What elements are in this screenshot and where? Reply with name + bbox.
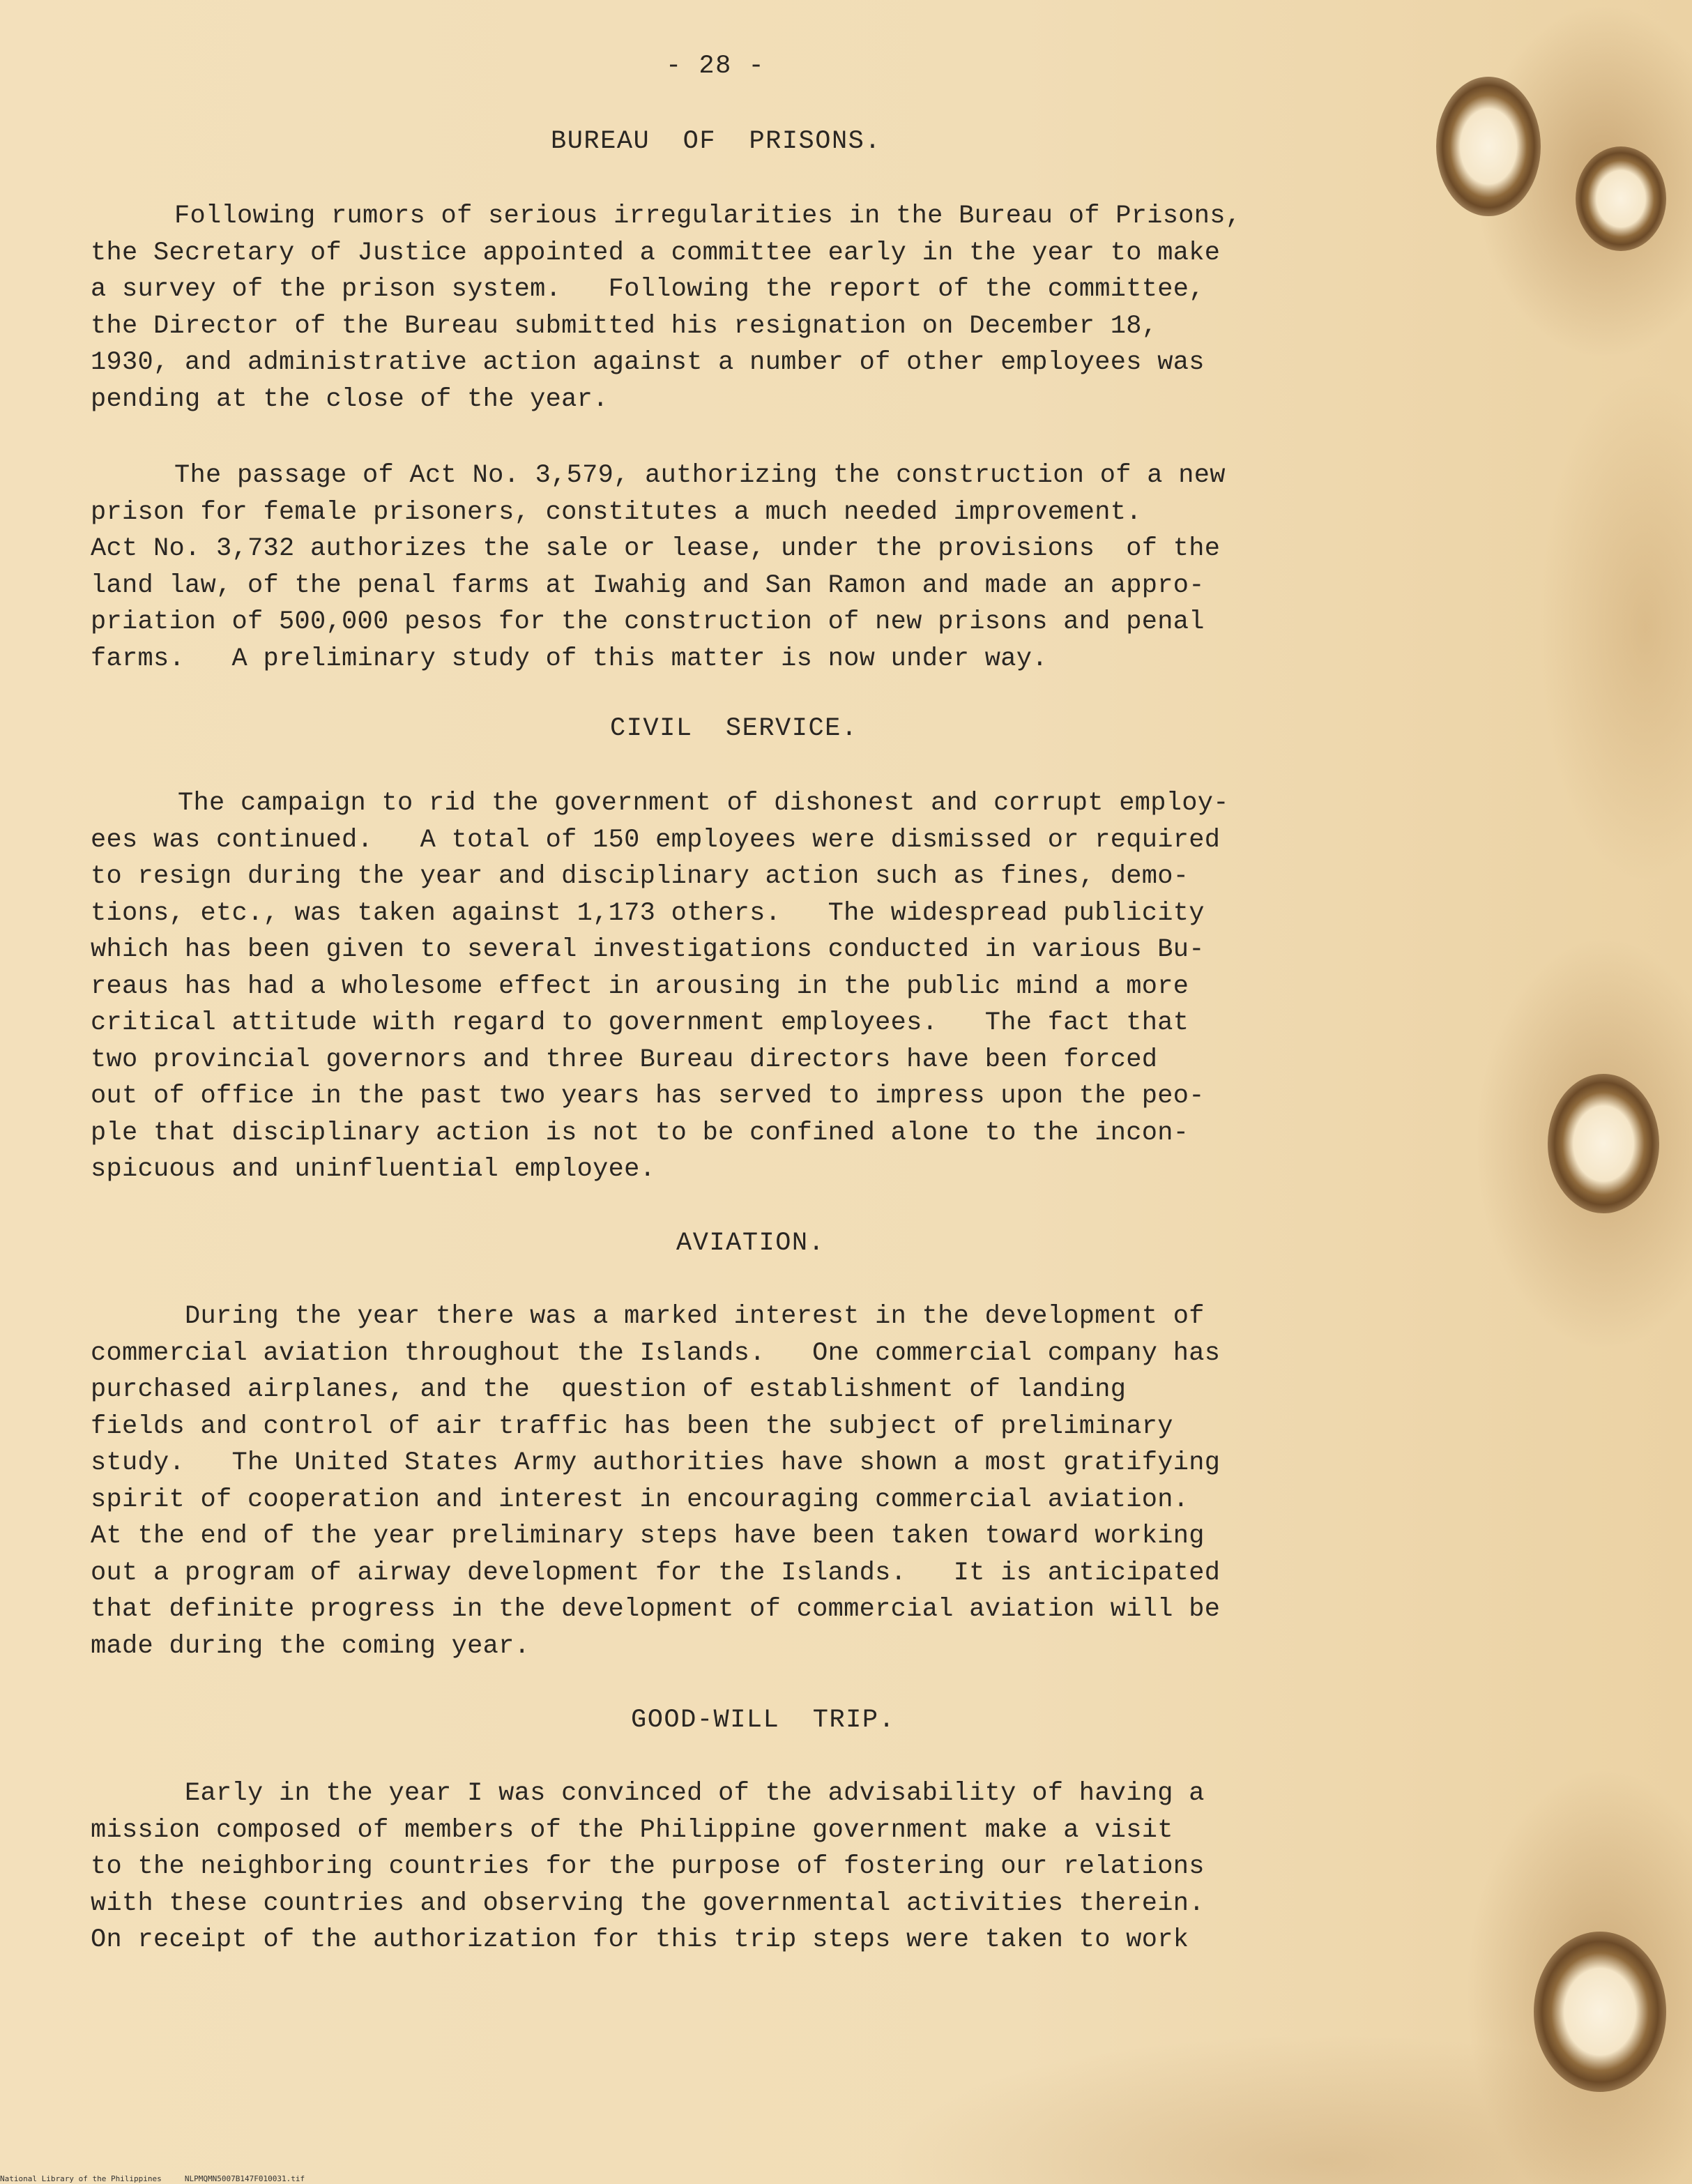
section-heading: BUREAU OF PRISONS.: [551, 127, 882, 156]
text-line: mission composed of members of the Philippine government make a visit: [91, 1816, 1173, 1845]
text-line: During the year there was a marked interest in the development of: [185, 1302, 1205, 1331]
text-line: priation of 500,000 pesos for the construction of new prisons and penal: [91, 607, 1205, 637]
burn-hole-upper-right: [1576, 146, 1666, 251]
text-line: tions, etc., was taken against 1,173 others. The widespread publicity: [91, 899, 1205, 928]
text-line: out a program of airway development for the Islands. It is anticipated: [91, 1559, 1221, 1588]
text-line: two provincial governors and three Bureau directors have been forced: [91, 1045, 1158, 1075]
archive-footer: National Library of the Philippines NLPMQMN5007B147F010031.tif: [0, 2174, 305, 2183]
text-line: which has been given to several investigations conducted in various Bu-: [91, 935, 1205, 964]
text-line: critical attitude with regard to government employees. The fact that: [91, 1008, 1189, 1038]
text-line: The campaign to rid the government of dishonest and corrupt employ-: [178, 789, 1229, 818]
text-line: land law, of the penal farms at Iwahig and San Ramon and made an appro-: [91, 571, 1205, 600]
text-line: that definite progress in the development of commercial aviation will be: [91, 1595, 1221, 1624]
text-line: made during the coming year.: [91, 1632, 531, 1661]
text-line: The passage of Act No. 3,579, authorizing the construction of a new: [174, 461, 1226, 490]
text-line: ple that disciplinary action is not to be confined alone to the incon-: [91, 1118, 1189, 1148]
text-line: Following rumors of serious irregularities in the Bureau of Prisons,: [174, 202, 1242, 231]
burn-hole-bottom: [1534, 1932, 1666, 2092]
text-line: On receipt of the authorization for this trip steps were taken to work: [91, 1925, 1189, 1955]
text-line: ees was continued. A total of 150 employees were dismissed or required: [91, 826, 1221, 855]
text-line: farms. A preliminary study of this matter is now under way.: [91, 644, 1048, 674]
text-line: pending at the close of the year.: [91, 385, 609, 414]
text-line: to resign during the year and disciplinary action such as fines, demo-: [91, 862, 1189, 891]
text-line: Act No. 3,732 authorizes the sale or lease, under the provisions of the: [91, 534, 1221, 563]
text-line: out of office in the past two years has served to impress upon the peo-: [91, 1082, 1205, 1111]
text-line: commercial aviation throughout the Islands. One commercial company has: [91, 1339, 1221, 1368]
text-line: spirit of cooperation and interest in encouraging commercial aviation.: [91, 1485, 1189, 1515]
text-line: the Director of the Bureau submitted his resignation on December 18,: [91, 312, 1158, 341]
text-line: 1930, and administrative action against a number of other employees was: [91, 348, 1205, 377]
text-line: purchased airplanes, and the question of establishment of landing: [91, 1375, 1127, 1404]
page-number: - 28 -: [666, 52, 765, 81]
text-line: prison for female prisoners, constitutes a much needed improvement.: [91, 498, 1142, 527]
burn-hole-top: [1436, 77, 1541, 216]
text-line: At the end of the year preliminary steps have been taken toward working: [91, 1522, 1205, 1551]
text-line: a survey of the prison system. Following the report of the committee,: [91, 275, 1205, 304]
text-line: to the neighboring countries for the purpose of fostering our relations: [91, 1852, 1205, 1881]
text-line: Early in the year I was convinced of the advisability of having a: [185, 1779, 1205, 1808]
section-heading: GOOD-WILL TRIP.: [631, 1706, 896, 1735]
text-line: the Secretary of Justice appointed a committee early in the year to make: [91, 238, 1221, 268]
text-line: study. The United States Army authorities have shown a most gratifying: [91, 1448, 1221, 1478]
text-line: with these countries and observing the governmental activities therein.: [91, 1889, 1205, 1918]
text-line: fields and control of air traffic has been the subject of preliminary: [91, 1412, 1173, 1441]
text-line: spicuous and uninfluential employee.: [91, 1155, 656, 1184]
burn-hole-middle: [1548, 1074, 1659, 1213]
section-heading: AVIATION.: [676, 1229, 825, 1258]
text-line: reaus has had a wholesome effect in arousing in the public mind a more: [91, 972, 1189, 1001]
section-heading: CIVIL SERVICE.: [610, 714, 858, 743]
